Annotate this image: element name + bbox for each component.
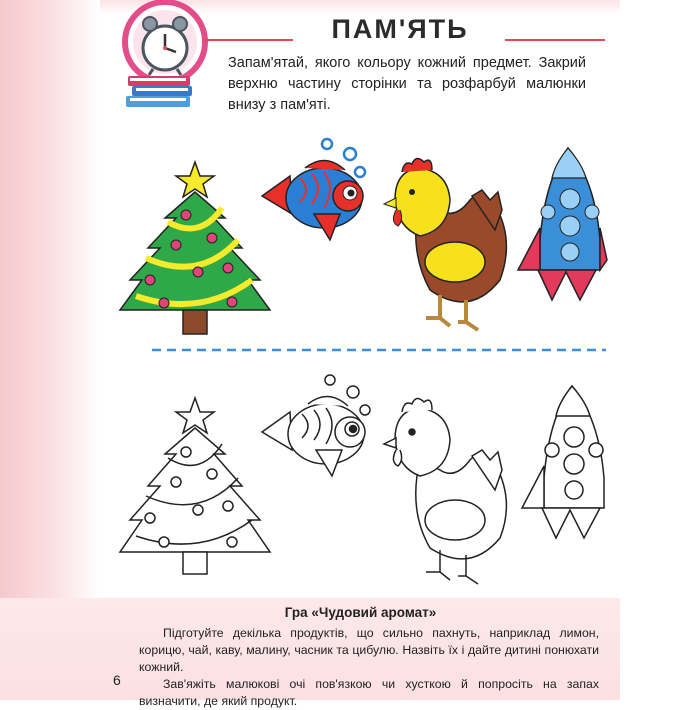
outline-fish [262, 375, 370, 476]
game-paragraph-2: Зав'яжіть малюкові очі пов'язкою чи хусткою й попросіть на запах визначити, де який продукт. [139, 677, 599, 708]
colored-rocket [518, 148, 607, 300]
colored-christmas-tree [120, 162, 270, 334]
page-title: ПАМ'ЯТЬ [331, 14, 469, 44]
colored-fish [262, 139, 365, 240]
game-description [139, 625, 599, 710]
game-title: Гра «Чудовий аромат» [284, 605, 437, 620]
outline-rocket [522, 386, 604, 538]
game-paragraph-1: Підготуйте декілька продуктів, що сильно пахнуть, наприклад лимон, корицю, чай, каву, малину, часник та цибулю. Назвіть їх і дайте дитині понюхати кожний. [139, 626, 599, 674]
colored-hen [384, 158, 506, 330]
outline-christmas-tree [120, 398, 270, 574]
page-number: 6 [113, 672, 121, 688]
outline-hen [384, 398, 506, 584]
instruction-text: Запам'ятай, якого кольору кожний предмет. Закрий верхню частину сторінки та розфарбуй малюнки внизу з пам'яті. [228, 55, 586, 113]
